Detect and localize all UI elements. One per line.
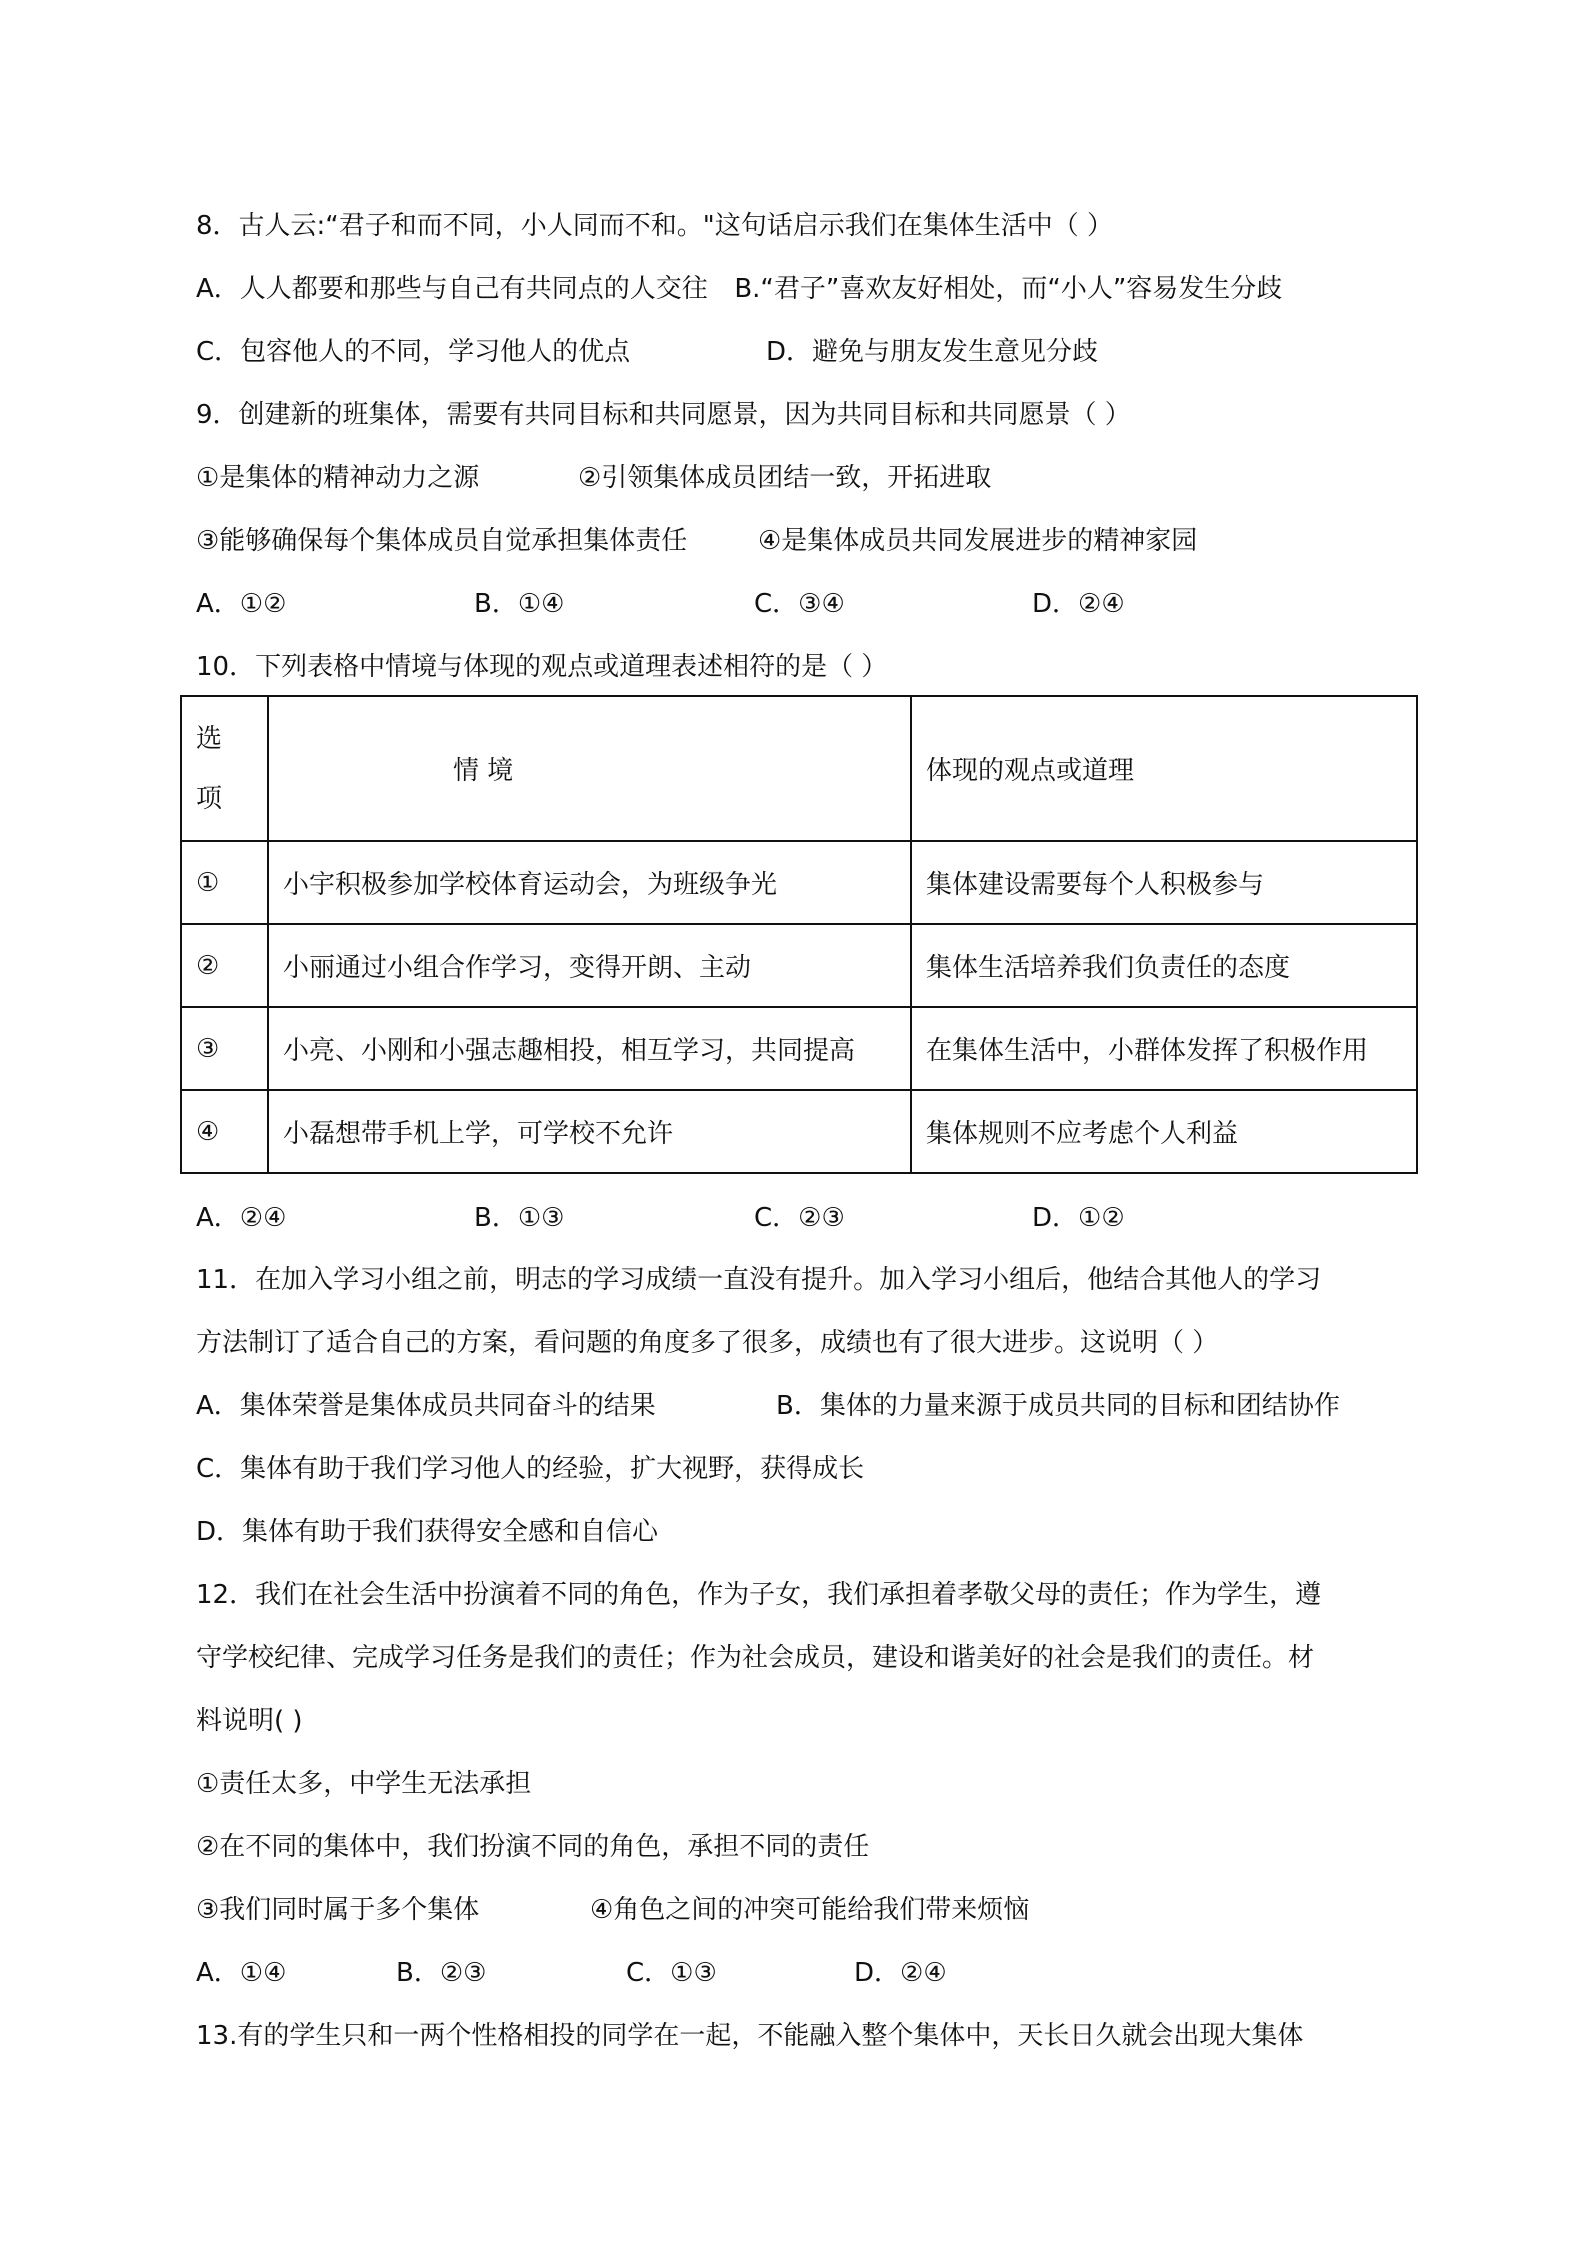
q10-option-b: B．①③ <box>474 1203 565 1233</box>
q11-stem-line-1: 11．在加入学习小组之前，明志的学习成绩一直没有提升。加入学习小组后，他结合其他人的学习 <box>196 1265 1322 1295</box>
q11-option-b: B．集体的力量来源于成员共同的目标和团结协作 <box>776 1391 1340 1421</box>
row-situation: 小宇积极参加学校体育运动会，为班级争光 <box>268 841 911 924</box>
q9-statement-1: ①是集体的精神动力之源 <box>196 463 480 493</box>
row-option: ② <box>181 924 268 1007</box>
table-row <box>181 841 1417 924</box>
q10-stem: 10．下列表格中情境与体现的观点或道理表述相符的是（ ） <box>196 652 888 682</box>
q9-option-b: B．①④ <box>474 589 565 619</box>
q8-option-d: D．避免与朋友发生意见分歧 <box>766 337 1099 367</box>
row-option: ④ <box>181 1090 268 1173</box>
q12-stem-line-3: 料说明( ) <box>196 1706 303 1736</box>
q8-option-b: B.“君子”喜欢友好相处，而“小人”容易发生分歧 <box>734 274 1283 304</box>
header-cell-viewpoint: 体现的观点或道理 <box>911 696 1417 841</box>
q13-stem-line-1: 13.有的学生只和一两个性格相投的同学在一起，不能融入整个集体中，天长日久就会出现大集体 <box>196 2021 1304 2051</box>
q9-statement-2: ②引领集体成员团结一致，开拓进取 <box>578 463 992 493</box>
q9-option-c: C．③④ <box>754 589 845 619</box>
q12-statement-1: ①责任太多，中学生无法承担 <box>196 1769 532 1799</box>
q11-option-d: D．集体有助于我们获得安全感和自信心 <box>196 1517 659 1547</box>
q9-option-a: A．①② <box>196 589 287 619</box>
q12-statement-3: ③我们同时属于多个集体 <box>196 1895 480 1925</box>
row-situation: 小亮、小刚和小强志趣相投，相互学习，共同提高 <box>268 1007 911 1090</box>
q10-option-a: A．②④ <box>196 1203 287 1233</box>
q9-stem: 9．创建新的班集体，需要有共同目标和共同愿景，因为共同目标和共同愿景（ ） <box>196 400 1131 430</box>
table-header-row <box>181 696 1417 841</box>
q8-option-c: C．包容他人的不同，学习他人的优点 <box>196 337 631 367</box>
q12-stem-line-2: 守学校纪律、完成学习任务是我们的责任；作为社会成员，建设和谐美好的社会是我们的责任。材 <box>196 1643 1315 1673</box>
row-option: ① <box>181 841 268 924</box>
q12-statement-2: ②在不同的集体中，我们扮演不同的角色，承担不同的责任 <box>196 1832 870 1862</box>
header-cell-option: 选项 <box>181 696 268 841</box>
row-situation: 小丽通过小组合作学习，变得开朗、主动 <box>268 924 911 1007</box>
table-row <box>181 1090 1417 1173</box>
q9-statement-3: ③能够确保每个集体成员自觉承担集体责任 <box>196 526 688 556</box>
q12-stem-line-1: 12．我们在社会生活中扮演着不同的角色，作为子女，我们承担着孝敬父母的责任；作为学生，遵 <box>196 1580 1322 1610</box>
table-row <box>181 1007 1417 1090</box>
q11-option-c: C．集体有助于我们学习他人的经验，扩大视野，获得成长 <box>196 1454 865 1484</box>
q8-option-a: A．人人都要和那些与自己有共同点的人交往 <box>196 274 708 304</box>
q8-options-ab <box>196 271 1282 307</box>
table-row <box>181 924 1417 1007</box>
q11-stem-line-2: 方法制订了适合自己的方案，看问题的角度多了很多，成绩也有了很大进步。这说明（ ） <box>196 1328 1219 1358</box>
q11-option-a: A．集体荣誉是集体成员共同奋斗的结果 <box>196 1391 656 1421</box>
row-viewpoint: 在集体生活中，小群体发挥了积极作用 <box>911 1007 1417 1090</box>
q9-option-d: D．②④ <box>1032 589 1125 619</box>
q12-option-d: D．②④ <box>854 1958 947 1988</box>
q12-option-a: A．①④ <box>196 1958 287 1988</box>
row-viewpoint: 集体规则不应考虑个人利益 <box>911 1090 1417 1173</box>
row-option: ③ <box>181 1007 268 1090</box>
q12-option-c: C．①③ <box>626 1958 717 1988</box>
q9-statement-4: ④是集体成员共同发展进步的精神家园 <box>758 526 1198 556</box>
q10-option-c: C．②③ <box>754 1203 845 1233</box>
header-cell-situation: 情 境 <box>268 696 911 841</box>
row-viewpoint: 集体建设需要每个人积极参与 <box>911 841 1417 924</box>
row-viewpoint: 集体生活培养我们负责任的态度 <box>911 924 1417 1007</box>
q8-stem: 8．古人云:“君子和而不同，小人同而不和。"这句话启示我们在集体生活中（ ） <box>196 211 1113 241</box>
q12-option-b: B．②③ <box>396 1958 487 1988</box>
row-situation: 小磊想带手机上学，可学校不允许 <box>268 1090 911 1173</box>
q10-table <box>180 695 1418 1174</box>
q10-option-d: D．①② <box>1032 1203 1125 1233</box>
q12-statement-4: ④角色之间的冲突可能给我们带来烦恼 <box>590 1895 1030 1925</box>
